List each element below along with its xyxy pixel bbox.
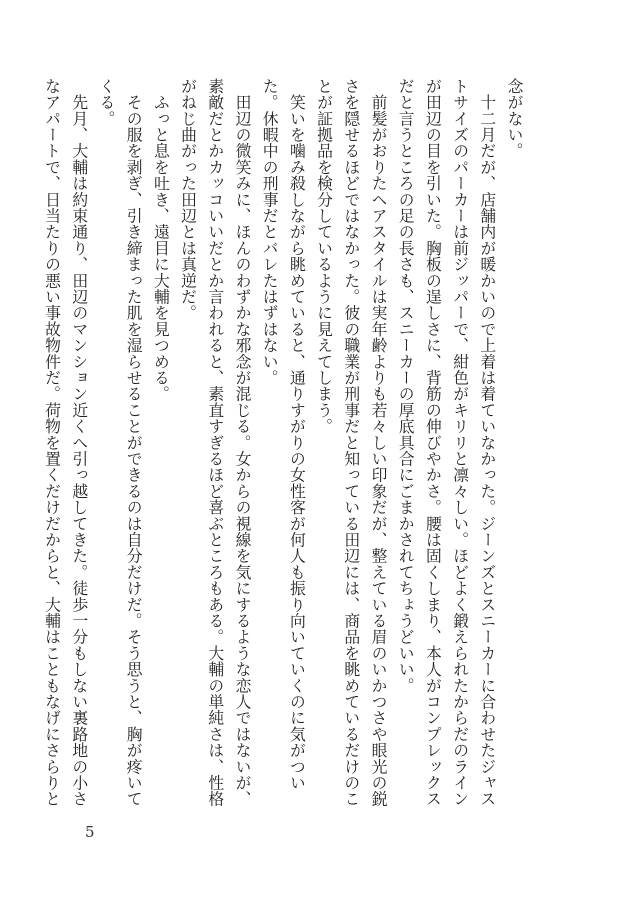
paragraph: ふっと息を吐き、遠目に大輔を見つめる。	[151, 78, 171, 402]
paragraph: 先月、大輔は約束通り、田辺のマンション近くへ引っ越してきた。徒歩一分もしない裏路地の小さなアパートで、日当たりの悪い事故物件だ。荷物を置くだけだからと、大輔はこともなげにさらりと	[42, 78, 89, 807]
paragraph: その服を剥ぎ、引き締まった肌を湿らせることができるのは自分だけだ。そう思うと、胸が疼いてくる。	[96, 78, 144, 807]
page-number: 5	[85, 823, 95, 841]
paragraph: 田辺の微笑みに、ほんのわずかな邪念が混じる。女からの視線を気にするような恋人ではないが、素敵だとかカッコいいだとか言われると、素直すぎるほど喜ぶところもある。大輔の単純さは、性格がねじ曲がった田辺とは真逆だ。	[178, 78, 252, 807]
paragraph: 前髪がおりたヘアスタイルは実年齢よりも若々しい印象だが、整えている眉のいかつさや眼光の鋭さを隠せるほどではなかった。彼の職業が刑事だと知っている田辺には、商品を眺めているだけのことが証拠品を検分しているように見えてしまう。	[314, 78, 388, 807]
paragraph: 十二月だが、店舗内が暖かいので上着は着ていなかった。ジーンズとスニーカーに合わせたジャストサイズのパーカーは前ジッパーで、紺色がキリリと凛々しい。ほどよく鍛えられたからだのラインが田辺の目を引いた。胸板の逞しさに、背筋の伸びやかさ。腰は固くしまり、本人がコンプレックスだと言うところの足の長さも、スニーカーの厚底具合にごまかされてちょうどいい。	[396, 78, 497, 807]
vertical-text-body	[42, 78, 528, 818]
paragraph: 笑いを噛み殺しながら眺めていると、通りすがりの女性客が何人も振り向いていくのに気がついた。休暇中の刑事だとバレたはずはない。	[260, 78, 307, 791]
paragraph: 念がない。	[505, 78, 524, 159]
